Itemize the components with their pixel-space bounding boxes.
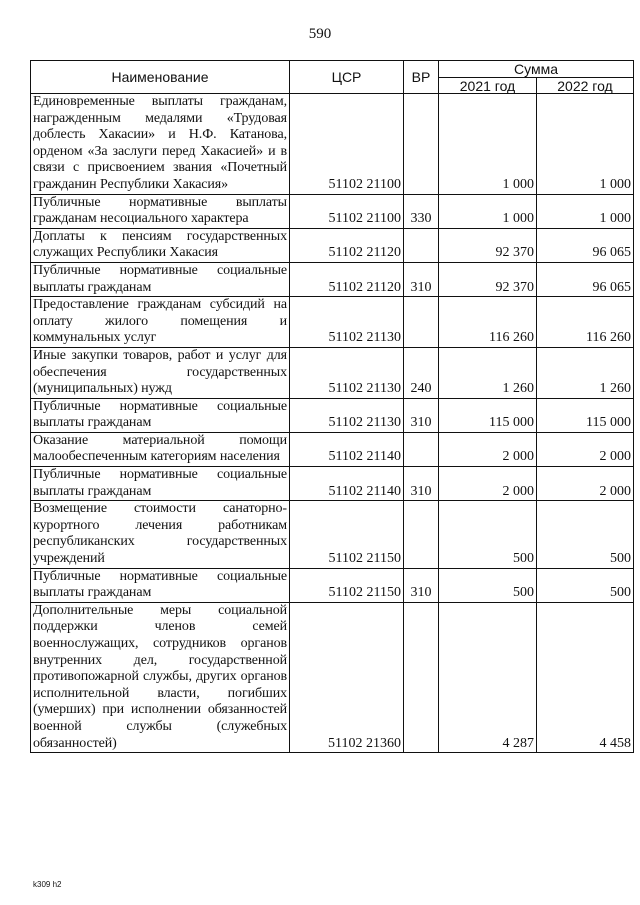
row-sum-2021: 2 000 — [439, 467, 537, 501]
row-name: Предоставление гражданам субсидий на оплату жилого помещения и коммунальных услуг — [31, 297, 290, 348]
row-name: Публичные нормативные социальные выплаты гражданам — [31, 398, 290, 432]
row-csr: 51102 21140 — [290, 432, 404, 466]
table-row — [31, 94, 634, 195]
row-csr: 51102 21100 — [290, 194, 404, 228]
table-row — [31, 602, 634, 752]
row-csr: 51102 21120 — [290, 262, 404, 296]
row-vr — [404, 602, 439, 752]
row-vr: 330 — [404, 194, 439, 228]
row-vr: 310 — [404, 568, 439, 602]
row-name: Публичные нормативные социальные выплаты гражданам — [31, 262, 290, 296]
row-csr: 51102 21140 — [290, 467, 404, 501]
row-sum-2022: 1 000 — [537, 94, 634, 195]
row-sum-2021: 92 370 — [439, 262, 537, 296]
header-year-2021: 2021 год — [439, 78, 537, 94]
row-vr: 310 — [404, 467, 439, 501]
row-sum-2022: 1 260 — [537, 347, 634, 398]
row-sum-2022: 96 065 — [537, 262, 634, 296]
row-sum-2022: 115 000 — [537, 398, 634, 432]
table-row — [31, 194, 634, 228]
row-vr: 240 — [404, 347, 439, 398]
row-sum-2021: 2 000 — [439, 432, 537, 466]
row-csr: 51102 21150 — [290, 501, 404, 568]
row-sum-2021: 115 000 — [439, 398, 537, 432]
table-row — [31, 347, 634, 398]
row-csr: 51102 21130 — [290, 398, 404, 432]
row-sum-2022: 2 000 — [537, 467, 634, 501]
row-vr: 310 — [404, 398, 439, 432]
row-vr — [404, 297, 439, 348]
table-row — [31, 398, 634, 432]
row-sum-2022: 2 000 — [537, 432, 634, 466]
table-header — [31, 61, 634, 94]
header-year-2022: 2022 год — [537, 78, 634, 94]
table-row — [31, 432, 634, 466]
row-name: Возмещение стоимости санаторно-курортного лечения работникам республиканских государственных учреждений — [31, 501, 290, 568]
row-name: Доплаты к пенсиям государственных служащих Республики Хакасия — [31, 228, 290, 262]
table-row — [31, 467, 634, 501]
row-csr: 51102 21100 — [290, 94, 404, 195]
header-vr: ВР — [404, 61, 439, 94]
row-sum-2021: 500 — [439, 501, 537, 568]
row-sum-2021: 1 000 — [439, 94, 537, 195]
row-csr: 51102 21130 — [290, 347, 404, 398]
row-sum-2021: 1 000 — [439, 194, 537, 228]
row-sum-2022: 500 — [537, 501, 634, 568]
row-sum-2021: 1 260 — [439, 347, 537, 398]
row-name: Иные закупки товаров, работ и услуг для обеспечения государственных (муниципальных) нужд — [31, 347, 290, 398]
row-csr: 51102 21150 — [290, 568, 404, 602]
table-row — [31, 262, 634, 296]
row-sum-2021: 500 — [439, 568, 537, 602]
row-sum-2022: 4 458 — [537, 602, 634, 752]
row-vr — [404, 432, 439, 466]
row-sum-2022: 116 260 — [537, 297, 634, 348]
row-vr: 310 — [404, 262, 439, 296]
row-csr: 51102 21130 — [290, 297, 404, 348]
header-name: Наименование — [31, 61, 290, 94]
table-row — [31, 568, 634, 602]
row-sum-2022: 96 065 — [537, 228, 634, 262]
page-number: 590 — [308, 26, 332, 42]
row-sum-2021: 116 260 — [439, 297, 537, 348]
header-csr: ЦСР — [290, 61, 404, 94]
row-name: Единовременные выплаты гражданам, награжденным медалями «Трудовая доблесть Хакасии» и Н.Ф. Катанова, орденом «За заслуги перед Хакасией» и в связи с присвоением звания «Почетный гражданин Республики Хакасия» — [31, 94, 290, 195]
row-vr — [404, 94, 439, 195]
header-sum: Сумма — [439, 61, 634, 78]
row-sum-2021: 92 370 — [439, 228, 537, 262]
table-row — [31, 297, 634, 348]
row-sum-2022: 500 — [537, 568, 634, 602]
table-row — [31, 501, 634, 568]
table-body — [31, 94, 634, 753]
footer-code: k309 h2 — [33, 880, 62, 889]
table-row — [31, 228, 634, 262]
row-sum-2022: 1 000 — [537, 194, 634, 228]
row-name: Публичные нормативные социальные выплаты гражданам — [31, 467, 290, 501]
row-name: Оказание материальной помощи малообеспеченным категориям населения — [31, 432, 290, 466]
row-vr — [404, 501, 439, 568]
row-name: Публичные нормативные выплаты гражданам несоциального характера — [31, 194, 290, 228]
row-csr: 51102 21360 — [290, 602, 404, 752]
row-name: Публичные нормативные социальные выплаты гражданам — [31, 568, 290, 602]
row-name: Дополнительные меры социальной поддержки членов семей военнослужащих, сотрудников органов внутренних дел, государственной противопожарной службы, других органов исполнительной власти, погибших (умерших) при исполнении обязанностей военной службы (служебных обязанностей) — [31, 602, 290, 752]
row-sum-2021: 4 287 — [439, 602, 537, 752]
row-csr: 51102 21120 — [290, 228, 404, 262]
row-vr — [404, 228, 439, 262]
budget-table — [30, 60, 634, 753]
